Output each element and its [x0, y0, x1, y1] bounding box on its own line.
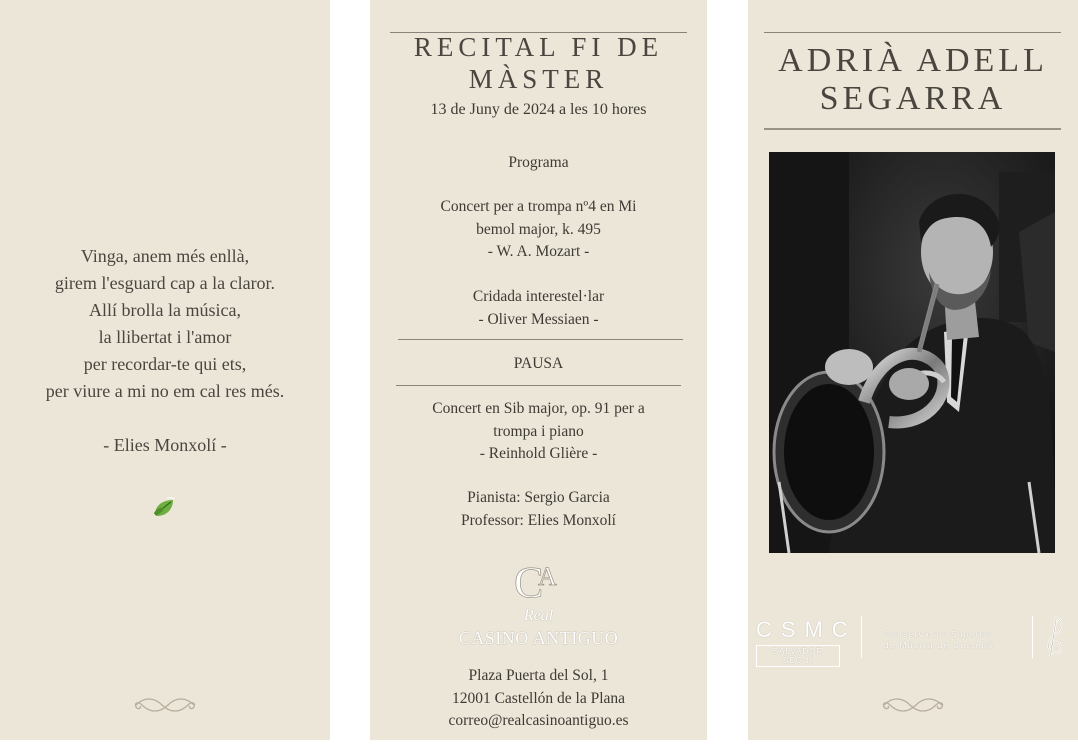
- recital-date: 13 de Juny de 2024 a les 10 hores: [430, 101, 647, 118]
- csmc-letters: CSMC: [756, 617, 857, 642]
- piece-composer: - Oliver Messiaen -: [478, 310, 599, 328]
- casino-logo-real: Real: [523, 607, 554, 624]
- divider: [764, 32, 1061, 33]
- performer-name-line: SEGARRA: [819, 80, 1007, 117]
- clef-logo-icon: [1034, 614, 1074, 660]
- flourish-ornament-icon: [880, 695, 946, 715]
- conservatory-name-line: Conservatori Superior: [884, 630, 994, 639]
- performers-credits: [370, 487, 707, 532]
- poem-line: Vinga, anem més enllà,: [80, 246, 250, 266]
- poem: [0, 243, 330, 459]
- poem-line: per viure a mi no em cal res més.: [45, 381, 285, 401]
- piece-line: Concert en Sib major, op. 91 per a: [432, 400, 645, 417]
- divider: [396, 385, 681, 386]
- casino-monogram-logo: [510, 557, 574, 603]
- csmc-subtitle: SALVADOR SEGUÍ: [756, 645, 840, 667]
- conservatory-name-line: de Música de Castelló: [884, 641, 995, 650]
- recital-title-line: RECITAL FI DE: [413, 32, 664, 62]
- recital-title: [370, 31, 707, 95]
- svg-text:A: A: [538, 562, 557, 591]
- poem-line: per recordar-te qui ets,: [83, 354, 247, 374]
- recital-title-line: MÀSTER: [468, 64, 609, 94]
- performer-panel: [748, 0, 1078, 740]
- logo-divider: [1032, 616, 1033, 658]
- piece-line: trompa i piano: [493, 422, 584, 440]
- piece-line: bemol major, k. 495: [476, 220, 601, 238]
- horn-player-photo: [769, 152, 1055, 553]
- piece-line: Concert per a trompa nº4 en Mi: [440, 198, 637, 215]
- poem-author: - Elies Monxolí -: [103, 435, 227, 455]
- logo-divider: [861, 616, 862, 658]
- address-line: 12001 Castellón de la Plana: [451, 689, 626, 707]
- email-link[interactable]: correo@realcasinoantiguo.es: [448, 712, 629, 729]
- program-piece: [370, 286, 707, 331]
- program-piece: [370, 196, 707, 264]
- leaf-icon: [151, 495, 177, 521]
- teacher: Professor: Elies Monxolí: [461, 511, 616, 529]
- address-line: Plaza Puerta del Sol, 1: [468, 667, 609, 684]
- performer-name-line: ADRIÀ ADELL: [778, 42, 1048, 79]
- poem-panel: [0, 0, 330, 740]
- program-panel: [370, 0, 707, 740]
- poem-line: girem l'esguard cap a la claror.: [54, 273, 276, 293]
- divider: [398, 339, 683, 340]
- performer-photo: [769, 152, 1055, 553]
- program-piece: [370, 398, 707, 466]
- flourish-ornament-icon: [132, 695, 198, 715]
- csmc-logo: [756, 617, 857, 667]
- piece-composer: - Reinhold Glière -: [479, 445, 598, 462]
- casino-logo-name: CASINO ANTIGUO: [458, 628, 619, 648]
- pause-label: PAUSA: [513, 355, 564, 372]
- pianist: Pianista: Sergio Garcia: [467, 489, 610, 506]
- conservatory-name: [884, 629, 994, 651]
- venue-address: [370, 665, 707, 733]
- poem-line: Allí brolla la música,: [89, 300, 241, 320]
- program-heading: Programa: [508, 154, 569, 171]
- svg-text:C: C: [514, 558, 544, 603]
- piece-composer: - W. A. Mozart -: [487, 243, 590, 260]
- poem-line: la llibertat i l'amor: [98, 327, 232, 347]
- divider: [764, 128, 1061, 130]
- piece-line: Cridada interestel·lar: [472, 288, 605, 305]
- performer-name: [748, 42, 1078, 118]
